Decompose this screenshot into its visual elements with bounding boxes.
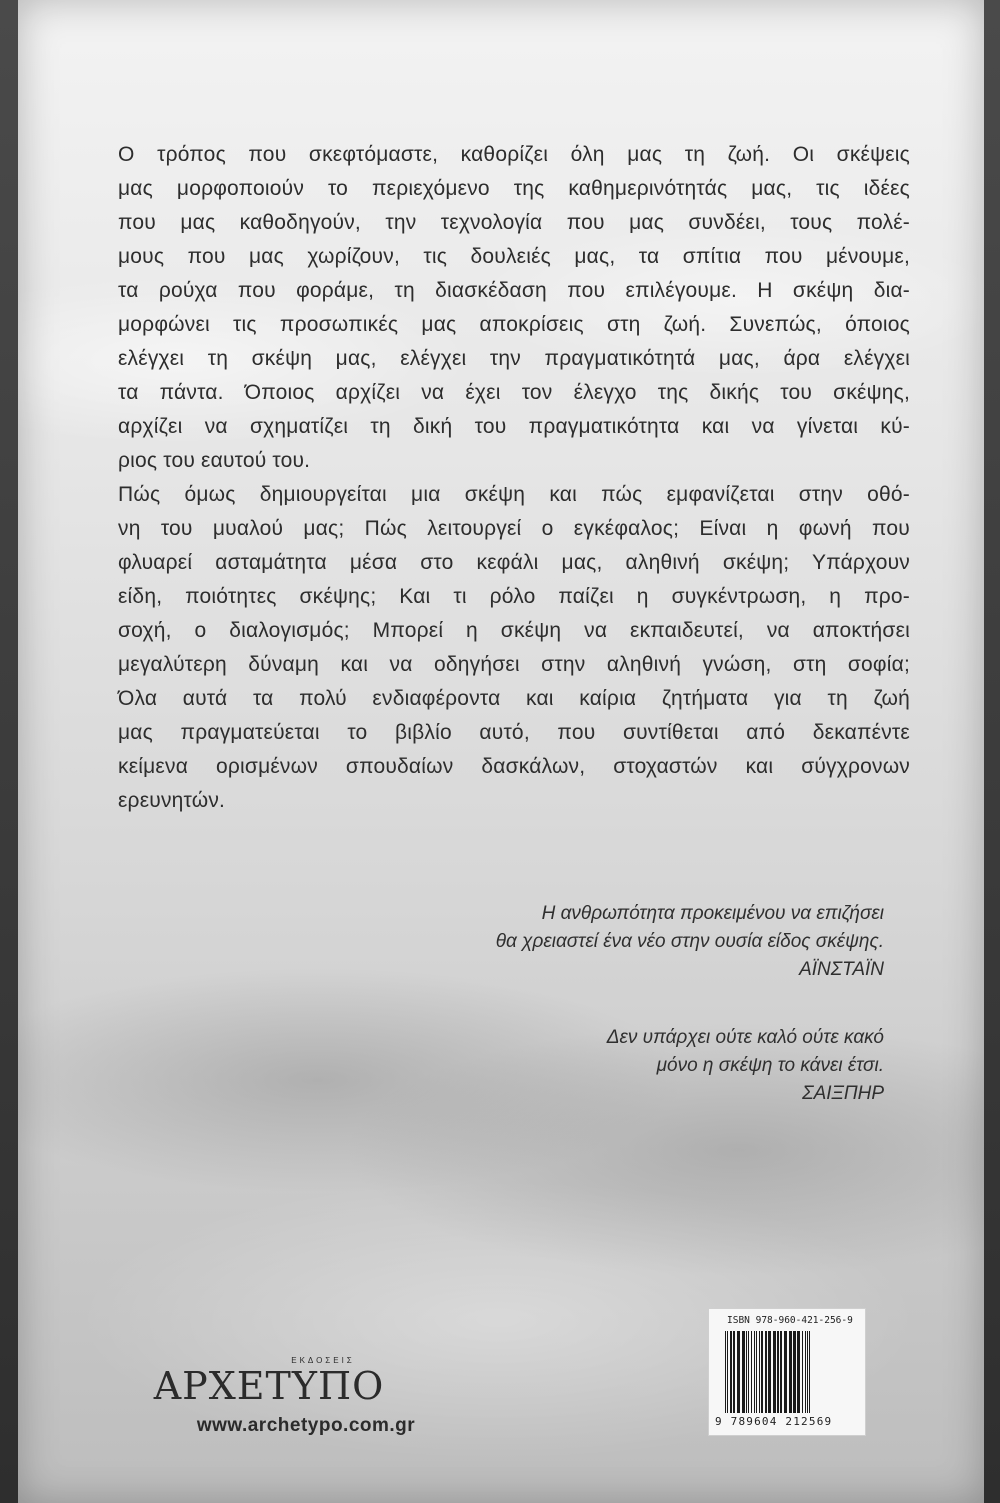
text-line: νη του μυαλού μας; Πώς λειτουργεί ο εγκέφαλος; Είναι η φωνή που [118, 517, 910, 540]
barcode-stripe [746, 1331, 747, 1413]
quote-line: μόνο η σκέψη το κάνει έτσι. [656, 1055, 884, 1076]
book-back-cover [18, 0, 984, 1503]
barcode-stripe [777, 1331, 779, 1413]
quote-line: Η ανθρωπότητα προκειμένου να επιζήσει [541, 903, 884, 924]
barcode-stripe [765, 1331, 767, 1413]
isbn-barcode [708, 1308, 866, 1436]
barcode-stripe [809, 1331, 810, 1413]
barcode-stripe [784, 1331, 787, 1413]
publisher-logo: ΑΡΧΕΤΥΠΟ [153, 1364, 385, 1408]
quote-author: ΑΪΝΣΤΑΪΝ [799, 959, 884, 980]
barcode-stripe [725, 1331, 726, 1413]
blurb-paragraph-1 [118, 138, 910, 478]
barcode-digits: 9 789604 212569 [715, 1415, 833, 1428]
barcode-stripe [768, 1331, 771, 1413]
text-line: μορφώνει τις προσωπικές μας αποκρίσεις στη ζωή. Συνεπώς, όποιος [118, 313, 910, 336]
barcode-stripe [789, 1331, 792, 1413]
quote-line: Δεν υπάρχει ούτε καλό ούτε κακό [606, 1027, 884, 1048]
quote-line: θα χρειαστεί ένα νέο στην ουσία είδος σκέψης. [495, 931, 884, 952]
barcode-stripe [807, 1331, 808, 1413]
publisher-small-label: ΕΚΔΟΣΕΙΣ [291, 1356, 355, 1365]
barcode-stripe [797, 1331, 800, 1413]
text-line: Ο τρόπος που σκεφτόμαστε, καθορίζει όλη μας τη ζωή. Οι σκέψεις [118, 143, 910, 166]
text-line: σοχή, ο διαλογισμός; Μπορεί η σκέψη να εκπαιδευτεί, να αποκτήσει [118, 619, 910, 642]
barcode-stripe [780, 1331, 782, 1413]
barcode-stripe [737, 1331, 740, 1413]
blurb-paragraph-2 [118, 478, 910, 818]
text-line: τα πάντα. Όποιος αρχίζει να έχει τον έλεγχο της δικής του σκέψης, [118, 381, 910, 404]
barcode-stripe [730, 1331, 732, 1413]
text-line: ερευνητών. [118, 789, 226, 812]
barcode-stripe [802, 1331, 803, 1413]
text-line: μεγαλύτερη δύναμη και να οδηγήσει στην αληθινή γνώση, στη σοφία; [118, 653, 910, 676]
text-line: αρχίζει να σχηματίζει τη δική του πραγματικότητα και να γίνεται κύ- [118, 415, 910, 438]
text-line: Όλα αυτά τα πολύ ενδιαφέροντα και καίρια ζητήματα για τη ζωή [118, 687, 910, 710]
text-line: φλυαρεί ασταμάτητα μέσα στο κεφάλι μας, αληθινή σκέψη; Υπάρχουν [118, 551, 910, 574]
shakespeare-quote [324, 1024, 884, 1108]
text-line: κείμενα ορισμένων σπουδαίων δασκάλων, στοχαστών και σύγχρονων [118, 755, 910, 778]
barcode-stripe [748, 1331, 749, 1413]
barcode-stripe [751, 1331, 752, 1413]
blurb-text [118, 138, 910, 818]
barcode-stripe [754, 1331, 755, 1413]
text-line: μας πραγματεύεται το βιβλίο αυτό, που συντίθεται από δεκαπέντε [118, 721, 910, 744]
text-line: τα ρούχα που φοράμε, τη διασκέδαση που επιλέγουμε. Η σκέψη δια- [118, 279, 910, 302]
publisher-block [144, 1356, 464, 1437]
barcode-stripe [805, 1331, 806, 1413]
barcode-stripe [727, 1331, 728, 1413]
barcode-stripe [793, 1331, 796, 1413]
text-line: μους που μας χωρίζουν, τις δουλειές μας, τα σπίτια που μένουμε, [118, 245, 910, 268]
barcode-stripe [756, 1331, 757, 1413]
text-line: Πώς όμως δημιουργείται μια σκέψη και πώς εμφανίζεται στην οθό- [118, 483, 910, 506]
isbn-label: ISBN 978-960-421-256-9 [727, 1315, 853, 1326]
barcode-bars [725, 1331, 855, 1413]
barcode-stripe [733, 1331, 735, 1413]
barcode-stripe [761, 1331, 763, 1413]
quote-author: ΣΑΙΞΠΗΡ [802, 1083, 884, 1104]
publisher-url[interactable]: www.archetypo.com.gr [196, 1415, 416, 1436]
text-line: ριος του εαυτού του. [118, 449, 311, 472]
barcode-stripe [759, 1331, 760, 1413]
text-line: μας μορφοποιούν το περιεχόμενο της καθημερινότητάς μας, τις ιδέες [118, 177, 910, 200]
barcode-stripe [742, 1331, 745, 1413]
text-line: ελέγχει τη σκέψη μας, ελέγχει την πραγματικότητά μας, άρα ελέγχει [118, 347, 910, 370]
text-line: είδη, ποιότητες σκέψης; Και τι ρόλο παίζει η συγκέντρωση, η προ- [118, 585, 910, 608]
barcode-stripe [773, 1331, 776, 1413]
einstein-quote [324, 900, 884, 984]
text-line: που μας καθοδηγούν, την τεχνολογία που μας συνδέει, τους πολέ- [118, 211, 910, 234]
